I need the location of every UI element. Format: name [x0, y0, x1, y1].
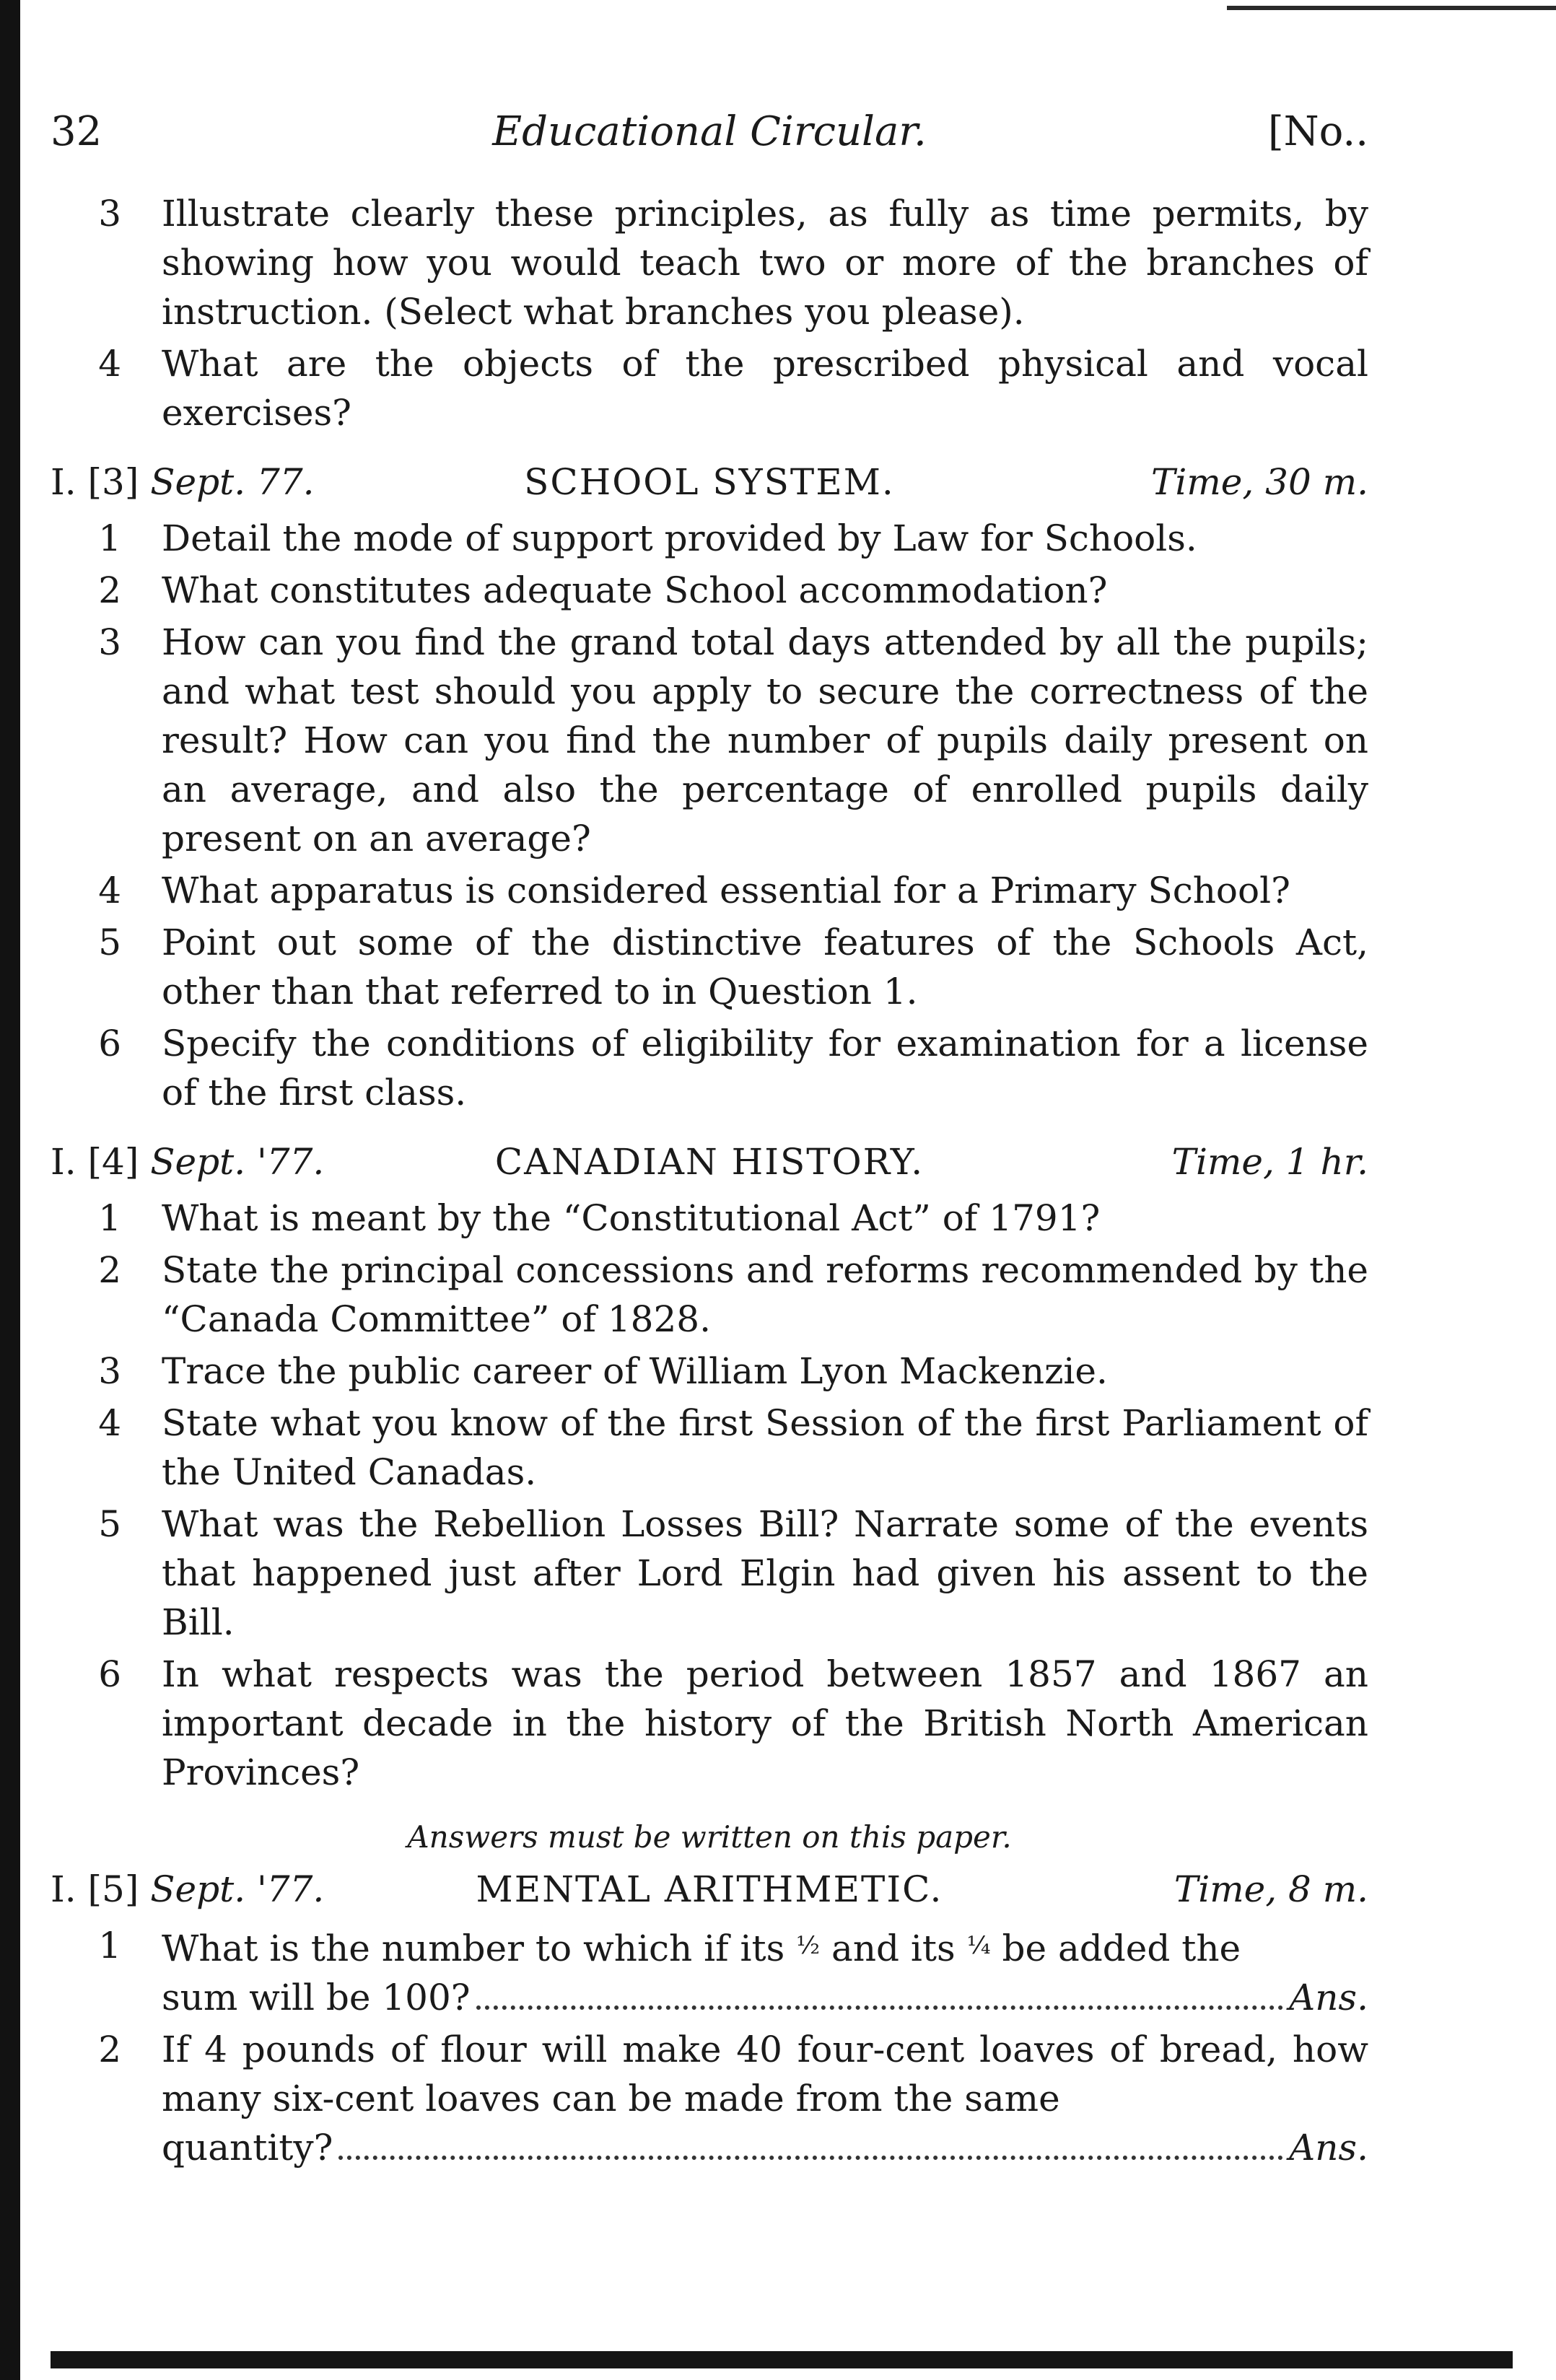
- question-text: What is meant by the “Constitutional Act” of 1791?: [162, 1197, 1101, 1239]
- question: [51, 1347, 1368, 1396]
- question-number: 5: [98, 922, 121, 963]
- question-number: 3: [98, 193, 121, 235]
- question: [51, 1650, 1368, 1797]
- section-title: MENTAL ARITHMETIC.: [476, 1868, 943, 1910]
- answer-leader-dots: [338, 2156, 1283, 2160]
- question-text: What is the number to which if its $^{\frac{1}{2}}$ and its $^{\frac{1}{4}}$ be added the: [162, 1928, 1241, 1969]
- question-number: 1: [98, 1925, 121, 1966]
- question-number: 2: [98, 1249, 121, 1291]
- section-code: I. [5]: [51, 1868, 139, 1910]
- question-text: State what you know of the first Session of the first Parliament of the United Canadas.: [162, 1402, 1368, 1493]
- section-time: Time, 30 m.: [1151, 461, 1368, 503]
- answer-line[interactable]: [162, 1973, 1368, 2022]
- question-text-continued: quantity?: [162, 2127, 333, 2169]
- question-text: What are the objects of the prescribed physical and vocal exercises?: [162, 343, 1368, 434]
- question-number: 2: [98, 569, 121, 611]
- question-text: If 4 pounds of flour will make 40 four-cent loaves of bread, how many six-cent loaves can be made from the same: [162, 2029, 1368, 2119]
- question: [51, 618, 1368, 863]
- question-text: What was the Rebellion Losses Bill? Narrate some of the events that happened just after Lord Elgin had given his assent to the Bill.: [162, 1503, 1368, 1643]
- section-heading-school-system: [51, 458, 1368, 514]
- issue-number-mark: [No..: [1267, 108, 1368, 155]
- answer-leader-dots: [476, 2005, 1284, 2010]
- question-number: 4: [98, 343, 121, 385]
- question: [51, 339, 1368, 437]
- page-content: [51, 189, 1368, 2172]
- section-heading-mental-arithmetic: [51, 1865, 1368, 1921]
- running-head: [51, 108, 1368, 166]
- answer-label: Ans.: [1289, 2127, 1368, 2169]
- question-text: In what respects was the period between 1857 and 1867 an important decade in the history of the British North American Provinces?: [162, 1653, 1368, 1793]
- question: [51, 514, 1368, 563]
- section-date: Sept. '77.: [150, 1868, 325, 1910]
- question: [51, 1194, 1368, 1243]
- section-title: CANADIAN HISTORY.: [494, 1141, 925, 1183]
- section-code: I. [4]: [51, 1141, 139, 1183]
- section-title: SCHOOL SYSTEM.: [524, 461, 895, 503]
- section-time: Time, 8 m.: [1173, 1868, 1368, 1910]
- question-number: 2: [98, 2029, 121, 2070]
- section-heading-canadian-history: [51, 1137, 1368, 1194]
- question-text: Point out some of the distinctive features of the Schools Act, other than that referred to in Question 1.: [162, 922, 1368, 1012]
- question-number: 3: [98, 1350, 121, 1392]
- answer-label: Ans.: [1289, 1977, 1368, 2018]
- question-number: 1: [98, 517, 121, 559]
- question: [51, 1399, 1368, 1497]
- question-number: 1: [98, 1197, 121, 1239]
- section-code: I. [3]: [51, 461, 139, 503]
- question: [51, 566, 1368, 615]
- scan-left-edge: [0, 0, 20, 2380]
- section-date: Sept. '77.: [150, 1141, 325, 1183]
- question-text: Specify the conditions of eligibility for examination for a license of the first class.: [162, 1023, 1368, 1114]
- journal-title: Educational Circular.: [492, 108, 927, 155]
- question-text: Illustrate clearly these principles, as fully as time permits, by showing how you would teach two or more of the branches of instruction. (Select what branches you please).: [162, 193, 1368, 333]
- question: [51, 2025, 1368, 2172]
- answers-note: Answers must be written on this paper.: [407, 1819, 1012, 1855]
- question: [51, 1500, 1368, 1647]
- question: [51, 189, 1368, 336]
- question-text-continued: sum will be 100?: [162, 1977, 471, 2018]
- question: [51, 1246, 1368, 1344]
- question: [51, 866, 1368, 915]
- question: [51, 1921, 1368, 2022]
- section-date: Sept. 77.: [150, 461, 315, 503]
- question-text: What apparatus is considered essential for a Primary School?: [162, 870, 1290, 911]
- answer-line[interactable]: [162, 2123, 1368, 2172]
- question-number: 4: [98, 1402, 121, 1444]
- scan-bottom-edge: [51, 2351, 1513, 2368]
- question: [51, 918, 1368, 1016]
- question-number: 3: [98, 621, 121, 663]
- question-number: 4: [98, 870, 121, 911]
- section-time: Time, 1 hr.: [1171, 1141, 1368, 1183]
- fraction-half: ½: [796, 1931, 821, 1960]
- page-number: 32: [51, 108, 102, 155]
- scan-top-edge: [1227, 6, 1556, 10]
- question: [51, 1019, 1368, 1117]
- fraction-quarter: ¼: [966, 1931, 991, 1960]
- question-text: State the principal concessions and reforms recommended by the “Canada Committee” of 1828.: [162, 1249, 1368, 1340]
- question-number: 5: [98, 1503, 121, 1545]
- question-number: 6: [98, 1653, 121, 1695]
- question-text: Detail the mode of support provided by Law for Schools.: [162, 517, 1197, 559]
- question-number: 6: [98, 1023, 121, 1064]
- question-text: How can you find the grand total days attended by all the pupils; and what test should you apply to secure the correctness of the result? How can you find the number of pupils daily present on an average, and also the percentage of enrolled pupils daily present on an average?: [162, 621, 1368, 859]
- question-text: Trace the public career of William Lyon Mackenzie.: [162, 1350, 1108, 1392]
- question-text: What constitutes adequate School accommodation?: [162, 569, 1108, 611]
